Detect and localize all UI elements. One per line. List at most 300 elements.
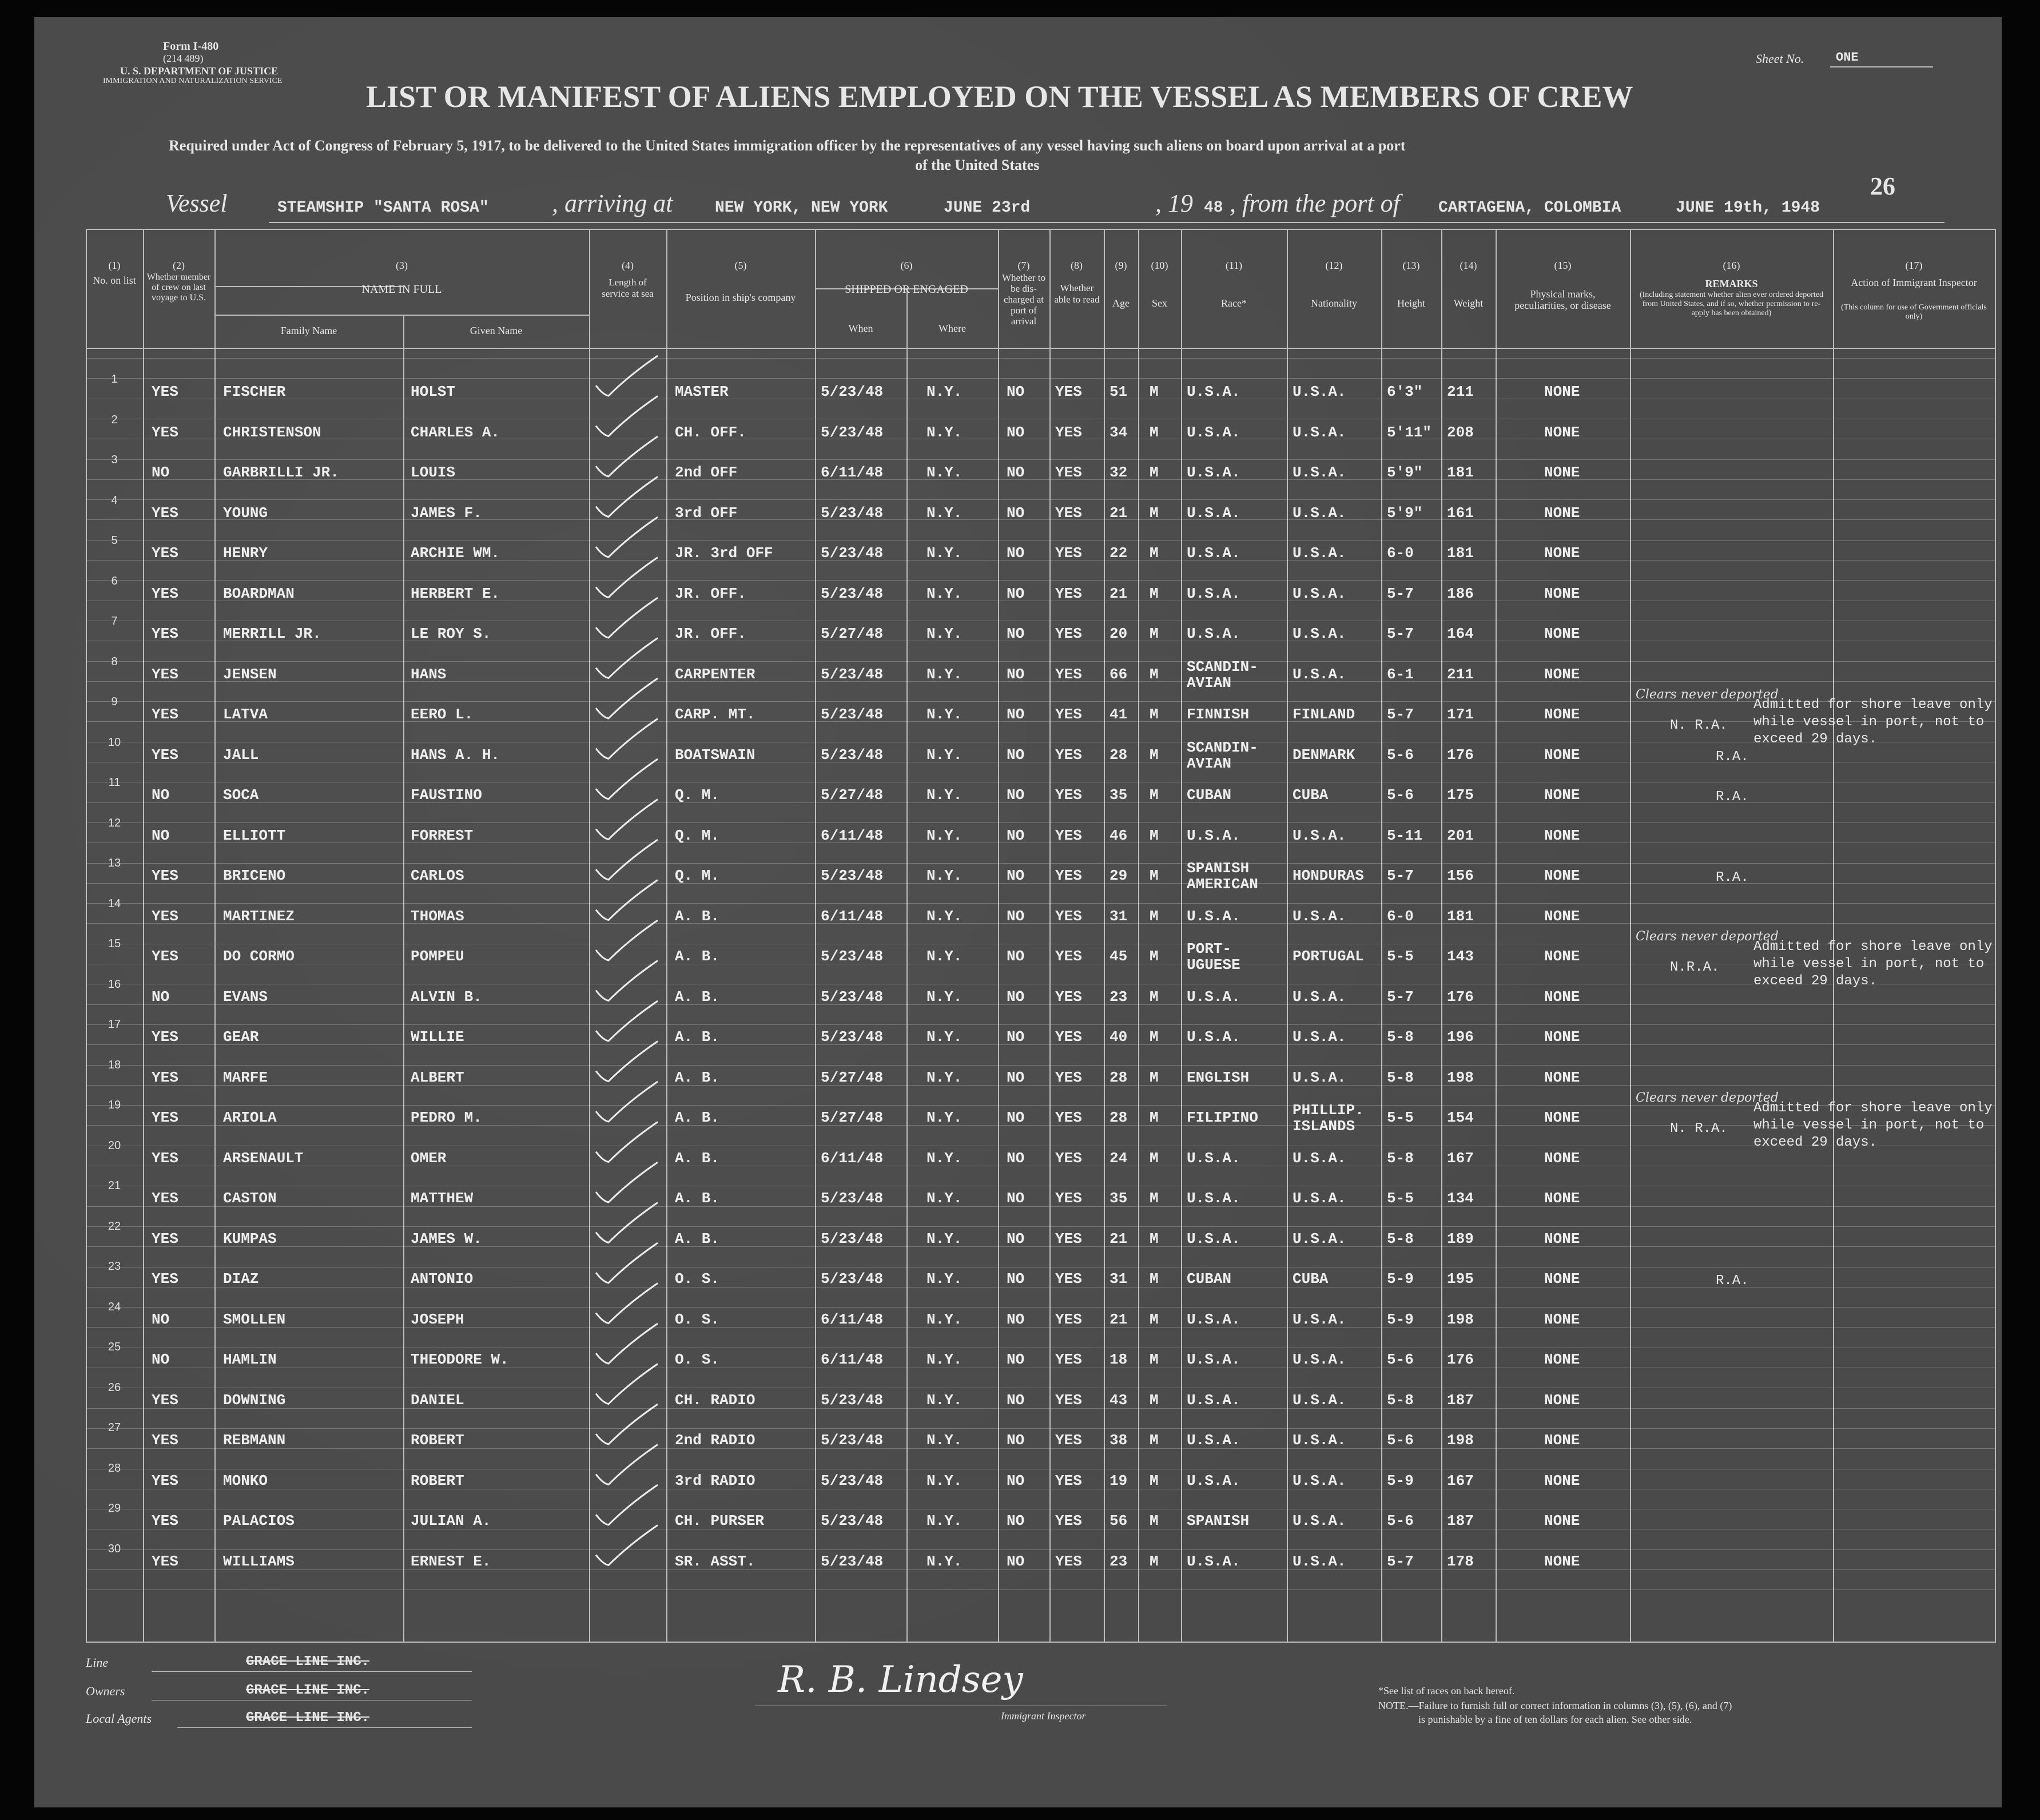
shipped-when-cell: 5/27/48 (821, 1068, 884, 1086)
able-to-read-cell: YES (1055, 423, 1082, 441)
weight-cell: 164 (1447, 625, 1474, 642)
col-header-no: No. on list (93, 275, 136, 286)
sex-cell: M (1150, 423, 1159, 441)
weight-cell: 198 (1447, 1432, 1474, 1449)
family-name-cell: HAMLIN (223, 1351, 277, 1368)
subtitle-line1: Required under Act of Congress of February 5, 1917, to be delivered to the United States immigration officer by the representatives of any vessel having such aliens on board upon arrival at a port (169, 137, 1406, 154)
nationality-cell: FINLAND (1293, 706, 1355, 723)
prev-voyage-cell: NO (152, 464, 170, 481)
discharged-cell: NO (1007, 1432, 1025, 1449)
able-to-read-cell: YES (1055, 1230, 1082, 1247)
height-cell: 5'11" (1387, 423, 1432, 441)
shipped-where-cell: N.Y. (926, 746, 963, 764)
discharged-cell: NO (1007, 1310, 1025, 1328)
col-header-position: Position in ship's company (685, 292, 796, 303)
col-num: (11) (1225, 260, 1243, 271)
shipped-where-cell: N.Y. (926, 1028, 963, 1046)
row-number-cell: 19 (108, 1099, 121, 1111)
nationality-cell: U.S.A. (1293, 1391, 1346, 1409)
agents-value: GRACE LINE INC. (246, 1710, 370, 1726)
position-cell: 2nd RADIO (675, 1432, 755, 1449)
row-number-cell: 4 (111, 494, 118, 507)
age-cell: 19 (1110, 1472, 1128, 1489)
physical-marks-cell: NONE (1544, 1068, 1580, 1086)
col-num: (13) (1402, 260, 1420, 271)
height-cell: 5-8 (1387, 1028, 1414, 1046)
family-name-cell: SMOLLEN (223, 1310, 286, 1328)
row-number-cell: 18 (108, 1058, 121, 1071)
shipped-where-cell: N.Y. (926, 423, 963, 441)
row-number-cell: 5 (111, 534, 118, 547)
age-cell: 38 (1110, 1432, 1128, 1449)
height-cell: 5-6 (1387, 786, 1414, 804)
shipped-when-cell: 6/11/48 (821, 1310, 884, 1328)
family-name-cell: ARSENAULT (223, 1149, 304, 1167)
col-num: (1) (108, 260, 121, 271)
discharged-cell: NO (1007, 867, 1025, 884)
remark-handwritten: Clears never deported (1636, 929, 1779, 944)
nationality-cell: U.S.A. (1293, 1068, 1346, 1086)
physical-marks-cell: NONE (1544, 585, 1580, 602)
family-name-cell: HENRY (223, 545, 268, 562)
shipped-where-cell: N.Y. (926, 1552, 963, 1570)
prev-voyage-cell: YES (152, 383, 178, 400)
departure-port: CARTAGENA, COLOMBIA (1438, 199, 1621, 217)
prev-voyage-cell: YES (152, 1472, 178, 1489)
race-cell: FILIPINO (1187, 1109, 1258, 1126)
nationality-cell: DENMARK (1293, 746, 1355, 764)
physical-marks-cell: NONE (1544, 1230, 1580, 1247)
sex-cell: M (1150, 1552, 1159, 1570)
age-cell: 24 (1110, 1149, 1128, 1167)
row-number-cell: 20 (108, 1139, 121, 1152)
shipped-when-cell: 5/23/48 (821, 1028, 884, 1046)
given-name-cell: CARLOS (411, 867, 464, 884)
row-number-cell: 7 (111, 615, 118, 627)
row-number-cell: 14 (108, 897, 121, 910)
given-name-cell: CHARLES A. (411, 423, 500, 441)
nationality-cell: U.S.A. (1293, 988, 1346, 1006)
prev-voyage-cell: YES (152, 1512, 178, 1529)
family-name-cell: KUMPAS (223, 1230, 277, 1247)
shipped-where-cell: N.Y. (926, 786, 963, 804)
able-to-read-cell: YES (1055, 504, 1082, 522)
shipped-where-cell: N.Y. (926, 545, 963, 562)
nationality-cell: U.S.A. (1293, 1351, 1346, 1368)
height-cell: 5-9 (1387, 1472, 1414, 1489)
col-num: (8) (1071, 260, 1083, 271)
able-to-read-cell: YES (1055, 1270, 1082, 1287)
position-cell: CARPENTER (675, 665, 755, 683)
race-cell: U.S.A. (1187, 1391, 1240, 1409)
able-to-read-cell: YES (1055, 585, 1082, 602)
position-cell: Q. M. (675, 786, 720, 804)
discharged-cell: NO (1007, 665, 1025, 683)
row-number-cell: 2 (111, 413, 118, 426)
discharged-cell: NO (1007, 1190, 1025, 1207)
col-num: (10) (1151, 260, 1168, 271)
nationality-cell: U.S.A. (1293, 1190, 1346, 1207)
family-name-cell: BRICENO (223, 867, 286, 884)
given-name-cell: LE ROY S. (411, 625, 491, 642)
discharged-cell: NO (1007, 1552, 1025, 1570)
prev-voyage-cell: NO (152, 786, 170, 804)
sex-cell: M (1150, 464, 1159, 481)
sheet-value: ONE (1836, 50, 1859, 65)
shipped-where-cell: N.Y. (926, 464, 963, 481)
family-name-cell: EVANS (223, 988, 268, 1006)
family-name-cell: SOCA (223, 786, 259, 804)
shipped-where-cell: N.Y. (926, 948, 963, 965)
discharged-cell: NO (1007, 1391, 1025, 1409)
physical-marks-cell: NONE (1544, 786, 1580, 804)
race-cell: U.S.A. (1187, 545, 1240, 562)
height-cell: 6-1 (1387, 665, 1414, 683)
family-name-cell: DIAZ (223, 1270, 259, 1287)
age-cell: 21 (1110, 585, 1128, 602)
footer-note-2: NOTE.—Failure to furnish full or correct information in columns (3), (5), (6), and (7) (1378, 1700, 1732, 1711)
position-cell: A. B. (675, 1190, 720, 1207)
shipped-where-cell: N.Y. (926, 1432, 963, 1449)
age-cell: 35 (1110, 1190, 1128, 1207)
discharged-cell: NO (1007, 423, 1025, 441)
given-name-cell: JOSEPH (411, 1310, 464, 1328)
physical-marks-cell: NONE (1544, 1472, 1580, 1489)
shipped-when-cell: 5/23/48 (821, 1432, 884, 1449)
position-cell: JR. OFF. (675, 625, 746, 642)
given-name-cell: MATTHEW (411, 1190, 474, 1207)
race-cell: U.S.A. (1187, 464, 1240, 481)
height-cell: 5-6 (1387, 746, 1414, 764)
height-cell: 5-8 (1387, 1230, 1414, 1247)
family-name-cell: MARFE (223, 1068, 268, 1086)
position-cell: BOATSWAIN (675, 746, 755, 764)
height-cell: 6'3" (1387, 383, 1423, 400)
sex-cell: M (1150, 1230, 1159, 1247)
discharged-cell: NO (1007, 948, 1025, 965)
race-cell: U.S.A. (1187, 383, 1240, 400)
col-header-prev-voyage: Whether member of crew on last voyage to U.S. (146, 272, 211, 303)
nationality-cell: PHILLIP. ISLANDS (1293, 1102, 1364, 1135)
weight-cell: 198 (1447, 1068, 1474, 1086)
given-name-cell: ALVIN B. (411, 988, 482, 1006)
race-cell: U.S.A. (1187, 1149, 1240, 1167)
weight-cell: 208 (1447, 423, 1474, 441)
discharged-cell: NO (1007, 988, 1025, 1006)
col-num: (17) (1905, 260, 1923, 271)
line-label: Line (86, 1655, 109, 1670)
race-cell: U.S.A. (1187, 907, 1240, 925)
col-header-age: Age (1112, 297, 1130, 309)
col-header-remarks: REMARKS (1705, 278, 1758, 289)
nationality-cell: U.S.A. (1293, 1149, 1346, 1167)
height-cell: 5-9 (1387, 1310, 1414, 1328)
col-header-race: Race* (1221, 297, 1247, 309)
vessel-underline (269, 222, 1944, 223)
race-cell: ENGLISH (1187, 1068, 1250, 1086)
physical-marks-cell: NONE (1544, 1149, 1580, 1167)
shipped-when-cell: 6/11/48 (821, 1351, 884, 1368)
shipped-when-cell: 5/23/48 (821, 665, 884, 683)
sex-cell: M (1150, 907, 1159, 925)
prev-voyage-cell: YES (152, 585, 178, 602)
age-cell: 31 (1110, 907, 1128, 925)
race-cell: U.S.A. (1187, 625, 1240, 642)
able-to-read-cell: YES (1055, 867, 1082, 884)
able-to-read-cell: YES (1055, 706, 1082, 723)
physical-marks-cell: NONE (1544, 1391, 1580, 1409)
family-name-cell: GEAR (223, 1028, 259, 1046)
race-cell: U.S.A. (1187, 1230, 1240, 1247)
prev-voyage-cell: YES (152, 1190, 178, 1207)
race-cell: U.S.A. (1187, 1310, 1240, 1328)
col-header-read: Whether able to read (1054, 283, 1100, 305)
age-cell: 28 (1110, 746, 1128, 764)
position-cell: CH. PURSER (675, 1512, 765, 1529)
page-number: 26 (1870, 172, 1895, 200)
manifest-table (86, 229, 1996, 1642)
shipped-when-cell: 5/23/48 (821, 1230, 884, 1247)
arriving-label: , arriving at (552, 189, 673, 217)
sex-cell: M (1150, 1432, 1159, 1449)
shipped-when-cell: 5/23/48 (821, 423, 884, 441)
position-cell: A. B. (675, 1109, 720, 1126)
sex-cell: M (1150, 1109, 1159, 1126)
sex-cell: M (1150, 988, 1159, 1006)
position-cell: 3rd OFF (675, 504, 738, 522)
given-name-cell: THEODORE W. (411, 1351, 509, 1368)
discharged-cell: NO (1007, 504, 1025, 522)
race-cell: U.S.A. (1187, 1028, 1240, 1046)
family-name-cell: PALACIOS (223, 1512, 295, 1529)
sex-cell: M (1150, 545, 1159, 562)
discharged-cell: NO (1007, 545, 1025, 562)
age-cell: 41 (1110, 706, 1128, 723)
row-number-cell: 24 (108, 1300, 121, 1313)
weight-cell: 161 (1447, 504, 1474, 522)
position-cell: O. S. (675, 1351, 720, 1368)
discharged-cell: NO (1007, 625, 1025, 642)
family-name-cell: CASTON (223, 1190, 277, 1207)
able-to-read-cell: YES (1055, 746, 1082, 764)
remark-code: R.A. (1716, 870, 1749, 885)
weight-cell: 181 (1447, 907, 1474, 925)
physical-marks-cell: NONE (1544, 383, 1580, 400)
height-cell: 5-8 (1387, 1149, 1414, 1167)
shipped-when-cell: 5/23/48 (821, 1472, 884, 1489)
nationality-cell: U.S.A. (1293, 1512, 1346, 1529)
discharged-cell: NO (1007, 464, 1025, 481)
manifest-title: LIST OR MANIFEST OF ALIENS EMPLOYED ON THE VESSEL AS MEMBERS OF CREW (366, 80, 1633, 114)
shipped-when-cell: 5/23/48 (821, 504, 884, 522)
col-num: (9) (1115, 260, 1127, 271)
sex-cell: M (1150, 826, 1159, 844)
physical-marks-cell: NONE (1544, 1432, 1580, 1449)
weight-cell: 201 (1447, 826, 1474, 844)
height-cell: 6-0 (1387, 907, 1414, 925)
family-name-cell: JALL (223, 746, 259, 764)
sex-cell: M (1150, 1391, 1159, 1409)
col-num: (15) (1554, 260, 1572, 271)
sex-cell: M (1150, 504, 1159, 522)
weight-cell: 195 (1447, 1270, 1474, 1287)
height-cell: 5-7 (1387, 867, 1414, 884)
shipped-when-cell: 6/11/48 (821, 464, 884, 481)
given-name-cell: HANS A. H. (411, 746, 500, 764)
able-to-read-cell: YES (1055, 665, 1082, 683)
age-cell: 46 (1110, 826, 1128, 844)
shipped-when-cell: 5/27/48 (821, 625, 884, 642)
discharged-cell: NO (1007, 1351, 1025, 1368)
height-cell: 5-6 (1387, 1512, 1414, 1529)
shipped-where-cell: N.Y. (926, 665, 963, 683)
row-number-cell: 23 (108, 1260, 121, 1273)
col-header-height: Height (1397, 297, 1425, 309)
col-header-weight: Weight (1453, 297, 1484, 309)
physical-marks-cell: NONE (1544, 948, 1580, 965)
race-cell: SPANISH AMERICAN (1187, 860, 1258, 893)
form-number: Form I-480 (163, 40, 219, 53)
prev-voyage-cell: NO (152, 1310, 170, 1328)
sex-cell: M (1150, 383, 1159, 400)
shipped-when-cell: 5/23/48 (821, 1512, 884, 1529)
physical-marks-cell: NONE (1544, 423, 1580, 441)
family-name-cell: GARBRILLI JR. (223, 464, 339, 481)
physical-marks-cell: NONE (1544, 504, 1580, 522)
race-cell: U.S.A. (1187, 504, 1240, 522)
race-cell: U.S.A. (1187, 988, 1240, 1006)
able-to-read-cell: YES (1055, 948, 1082, 965)
nationality-cell: U.S.A. (1293, 383, 1346, 400)
discharged-cell: NO (1007, 1068, 1025, 1086)
prev-voyage-cell: YES (152, 423, 178, 441)
weight-cell: 198 (1447, 1310, 1474, 1328)
height-cell: 5-5 (1387, 1109, 1414, 1126)
sex-cell: M (1150, 665, 1159, 683)
family-name-cell: WILLIAMS (223, 1552, 295, 1570)
height-cell: 5-7 (1387, 988, 1414, 1006)
physical-marks-cell: NONE (1544, 1310, 1580, 1328)
sex-cell: M (1150, 1270, 1159, 1287)
family-name-cell: JENSEN (223, 665, 277, 683)
position-cell: O. S. (675, 1310, 720, 1328)
prev-voyage-cell: YES (152, 907, 178, 925)
discharged-cell: NO (1007, 786, 1025, 804)
col-header-discharged: Whether to be dis-charged at port of arrival (1002, 272, 1045, 327)
row-number-cell: 1 (111, 373, 118, 386)
row-number-cell: 13 (108, 857, 121, 869)
age-cell: 66 (1110, 665, 1128, 683)
position-cell: JR. OFF. (675, 585, 746, 602)
shipped-where-cell: N.Y. (926, 1270, 963, 1287)
shipped-when-cell: 5/23/48 (821, 1190, 884, 1207)
given-name-cell: HERBERT E. (411, 585, 500, 602)
sheet-underline (1830, 66, 1933, 67)
weight-cell: 167 (1447, 1472, 1474, 1489)
age-cell: 21 (1110, 1230, 1128, 1247)
nationality-cell: U.S.A. (1293, 826, 1346, 844)
race-cell: U.S.A. (1187, 1552, 1240, 1570)
prev-voyage-cell: YES (152, 1068, 178, 1086)
shipped-where-cell: N.Y. (926, 907, 963, 925)
weight-cell: 176 (1447, 988, 1474, 1006)
form-code: (214 489) (163, 53, 204, 64)
given-name-cell: ALBERT (411, 1068, 464, 1086)
age-cell: 21 (1110, 1310, 1128, 1328)
given-name-cell: HOLST (411, 383, 456, 400)
physical-marks-cell: NONE (1544, 1512, 1580, 1529)
race-cell: U.S.A. (1187, 1432, 1240, 1449)
prev-voyage-cell: YES (152, 746, 178, 764)
shipped-where-cell: N.Y. (926, 383, 963, 400)
row-number-cell: 9 (111, 696, 118, 708)
remark-code: N. R.A. (1670, 718, 1728, 733)
family-name-cell: YOUNG (223, 504, 268, 522)
col-num: (7) (1017, 260, 1030, 271)
department-label: U. S. DEPARTMENT OF JUSTICE (120, 65, 279, 77)
race-cell: CUBAN (1187, 1270, 1232, 1287)
sex-cell: M (1150, 1351, 1159, 1368)
age-cell: 18 (1110, 1351, 1128, 1368)
nationality-cell: U.S.A. (1293, 504, 1346, 522)
nationality-cell: U.S.A. (1293, 1230, 1346, 1247)
row-number-cell: 28 (108, 1461, 121, 1475)
position-cell: CARP. MT. (675, 706, 755, 723)
age-cell: 28 (1110, 1109, 1128, 1126)
age-cell: 51 (1110, 383, 1128, 400)
shipped-when-cell: 5/27/48 (821, 1109, 884, 1126)
given-name-cell: HANS (411, 665, 447, 683)
height-cell: 5-7 (1387, 585, 1414, 602)
prev-voyage-cell: YES (152, 1028, 178, 1046)
given-name-cell: JAMES F. (411, 504, 482, 522)
prev-voyage-cell: YES (152, 1432, 178, 1449)
race-cell: U.S.A. (1187, 826, 1240, 844)
shipped-where-cell: N.Y. (926, 1310, 963, 1328)
departure-date: JUNE 19th, 1948 (1676, 199, 1820, 217)
able-to-read-cell: YES (1055, 907, 1082, 925)
nationality-cell: U.S.A. (1293, 907, 1346, 925)
able-to-read-cell: YES (1055, 1109, 1082, 1126)
footer-line (152, 1671, 472, 1672)
prev-voyage-cell: NO (152, 1351, 170, 1368)
year-label: , 19 (1155, 189, 1193, 217)
prev-voyage-cell: YES (152, 1270, 178, 1287)
position-cell: O. S. (675, 1270, 720, 1287)
age-cell: 40 (1110, 1028, 1128, 1046)
shipped-where-cell: N.Y. (926, 504, 963, 522)
weight-cell: 187 (1447, 1391, 1474, 1409)
line-value: GRACE LINE INC. (246, 1654, 370, 1670)
shipped-where-cell: N.Y. (926, 1149, 963, 1167)
discharged-cell: NO (1007, 585, 1025, 602)
physical-marks-cell: NONE (1544, 1109, 1580, 1126)
col-header-service: Length of service at sea (602, 277, 654, 299)
able-to-read-cell: YES (1055, 464, 1082, 481)
given-name-cell: FAUSTINO (411, 786, 482, 804)
race-cell: U.S.A. (1187, 1351, 1240, 1368)
col-header-name: NAME IN FULL (361, 283, 442, 296)
sex-cell: M (1150, 786, 1159, 804)
discharged-cell: NO (1007, 1028, 1025, 1046)
nationality-cell: U.S.A. (1293, 1028, 1346, 1046)
able-to-read-cell: YES (1055, 1391, 1082, 1409)
weight-cell: 186 (1447, 585, 1474, 602)
weight-cell: 187 (1447, 1512, 1474, 1529)
height-cell: 5-5 (1387, 948, 1414, 965)
height-cell: 5-8 (1387, 1391, 1414, 1409)
shipped-when-cell: 5/23/48 (821, 988, 884, 1006)
